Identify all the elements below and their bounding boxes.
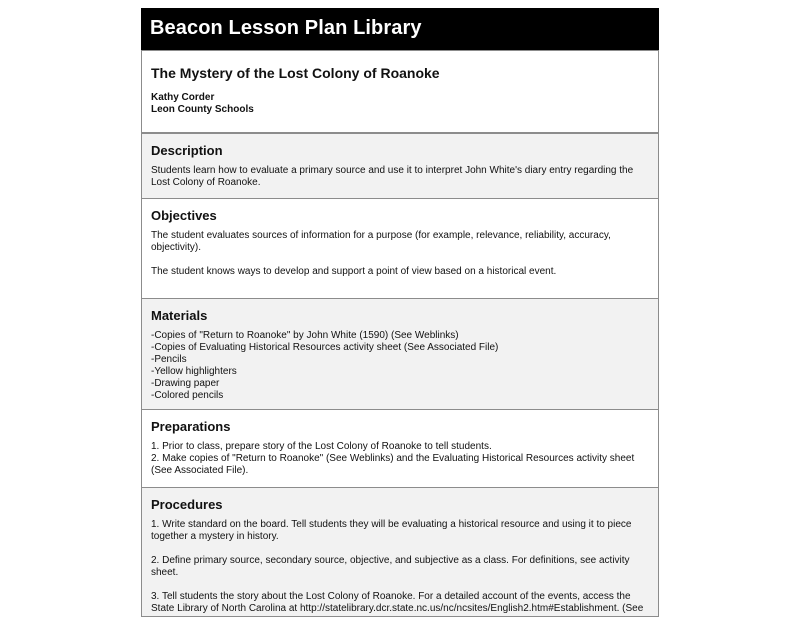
lesson-title: The Mystery of the Lost Colony of Roanoke bbox=[151, 65, 440, 81]
material-item: -Copies of "Return to Roanoke" by John White (1590) (See Weblinks) bbox=[151, 330, 459, 341]
lesson-plan-page bbox=[141, 8, 659, 614]
objectives-heading: Objectives bbox=[151, 208, 217, 223]
procedure-item: 2. Define primary source, secondary source, objective, and subjective as a class. For definitions, see activity sheet. bbox=[151, 555, 630, 578]
objective-item: The student evaluates sources of information for a purpose (for example, relevance, reliability, accuracy, objectivity). bbox=[151, 230, 611, 253]
preparation-item: 1. Prior to class, prepare story of the Lost Colony of Roanoke to tell students. bbox=[151, 441, 492, 452]
material-item: -Drawing paper bbox=[151, 378, 220, 389]
description-section bbox=[141, 133, 659, 199]
site-banner bbox=[141, 8, 659, 50]
site-title: Beacon Lesson Plan Library bbox=[150, 17, 422, 39]
procedures-heading: Procedures bbox=[151, 497, 223, 512]
description-heading: Description bbox=[151, 143, 223, 158]
objectives-section bbox=[141, 198, 659, 299]
procedure-item: 1. Write standard on the board. Tell students they will be evaluating a historical resource and using it to piece together a mystery in history. bbox=[151, 519, 632, 542]
material-item: -Colored pencils bbox=[151, 390, 224, 401]
material-item: -Yellow highlighters bbox=[151, 366, 237, 377]
preparations-section bbox=[141, 409, 659, 488]
lesson-author: Kathy Corder bbox=[151, 92, 215, 103]
materials-section bbox=[141, 298, 659, 410]
preparation-item: 2. Make copies of "Return to Roanoke" (See Weblinks) and the Evaluating Historical Resources activity sheet (See Associated File). bbox=[151, 453, 635, 476]
material-item: -Pencils bbox=[151, 354, 187, 365]
description-text: Students learn how to evaluate a primary source and use it to interpret John White's diary entry regarding the Lost Colony of Roanoke. bbox=[151, 165, 634, 188]
material-item: -Copies of Evaluating Historical Resources activity sheet (See Associated File) bbox=[151, 342, 499, 353]
objective-item: The student knows ways to develop and support a point of view based on a historical event. bbox=[151, 266, 557, 277]
preparations-heading: Preparations bbox=[151, 419, 231, 434]
procedures-section bbox=[141, 487, 659, 617]
procedure-item: 3. Tell students the story about the Lost Colony of Roanoke. For a detailed account of the events, access the State Library of North Carolina at http://statelibrary.dcr.state.nc.us/nc/ncsites/English2.htm#Establishment. (See bbox=[151, 591, 644, 614]
lesson-header bbox=[141, 50, 659, 133]
lesson-school: Leon County Schools bbox=[151, 104, 254, 115]
materials-heading: Materials bbox=[151, 308, 208, 323]
